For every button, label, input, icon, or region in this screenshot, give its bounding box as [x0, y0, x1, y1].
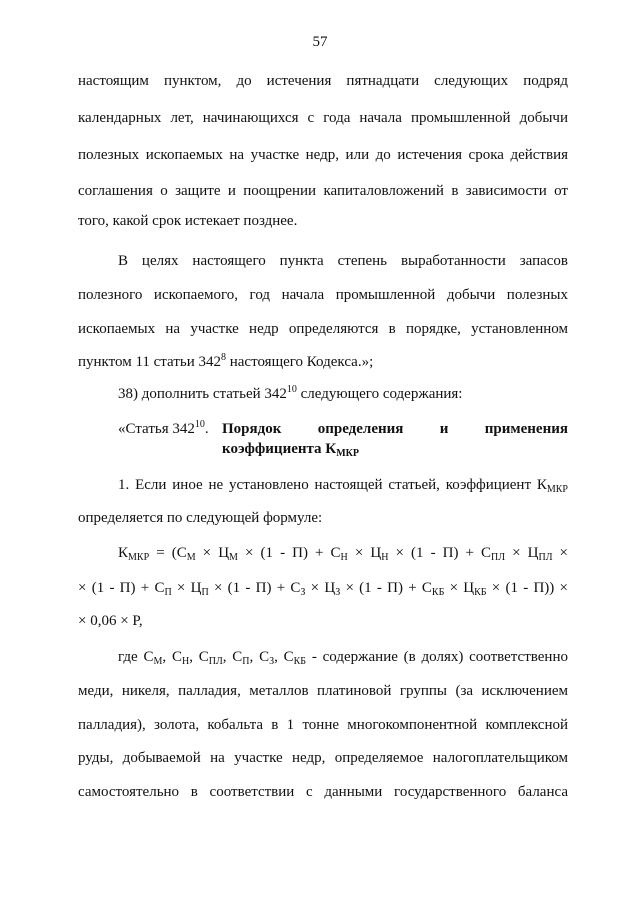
subscript: ПЛ: [208, 656, 223, 667]
superscript: 10: [286, 384, 297, 395]
text-run: следующего содержания:: [296, 386, 463, 402]
text-run: × Ц: [305, 580, 336, 596]
text-run: × Ц: [347, 545, 382, 561]
subscript: ПЛ: [538, 552, 553, 563]
text-line: [118, 384, 568, 404]
subscript: ПЛ: [491, 552, 506, 563]
text-line: настоящим пунктом, до истечения пятнадцати следующих подряд: [78, 73, 568, 89]
text-run: × (1 - П) + С: [340, 580, 432, 596]
subscript: КБ: [474, 587, 487, 598]
subscript: Н: [340, 552, 348, 563]
text-line: [118, 647, 568, 667]
formula-line: [78, 578, 568, 598]
text-run: 38) дополнить статьей 342: [118, 386, 287, 402]
article-title: [222, 419, 568, 459]
text-run: пунктом 11 статьи 342: [78, 354, 221, 370]
text-run: × (1 - П)) ×: [486, 580, 568, 596]
text-line: В целях настоящего пункта степень выработанности запасов: [118, 253, 568, 269]
text-line: определяется по следующей формуле:: [78, 510, 323, 526]
subscript: П: [164, 587, 172, 598]
text-run: где С: [118, 649, 154, 665]
text-run: , С: [249, 649, 270, 665]
text-run: коэффициента К: [222, 441, 337, 457]
subscript: П: [201, 587, 209, 598]
text-line: ископаемых на участке недр определяются в порядке, установленном: [78, 321, 568, 337]
subscript: Н: [181, 656, 190, 667]
text-line: календарных лет, начинающихся с года начала промышленной добычи: [78, 110, 568, 126]
text-run: × (1 - П) + С: [237, 545, 341, 561]
text-run: × Ц: [444, 580, 475, 596]
text-line: палладия), золота, кобальта в 1 тонне многокомпонентной комплексной: [78, 717, 568, 733]
text-line: меди, никеля, палладия, металлов платиновой группы (за исключением: [78, 683, 568, 699]
subscript: М: [229, 552, 238, 563]
text-line: полезных ископаемых на участке недр, или до истечения срока действия: [78, 147, 568, 163]
text-run: - содержание (в долях) соответственно: [306, 649, 568, 665]
text-line: руды, добываемой на участке недр, определяемое налогоплательщиком: [78, 750, 568, 766]
text-run: «Статья 342: [118, 421, 195, 437]
text-run: .: [204, 421, 209, 437]
subscript: З: [269, 656, 275, 667]
article-title-line: [222, 439, 568, 459]
article-title-line: Порядок определения и применения: [222, 421, 568, 437]
superscript: 8: [221, 352, 226, 363]
formula-line: × 0,06 × Р,: [78, 613, 143, 629]
subscript: З: [335, 587, 341, 598]
subscript: КБ: [431, 587, 445, 598]
text-run: настоящего Кодекса.»;: [226, 354, 374, 370]
text-run: × Ц: [505, 545, 539, 561]
subscript: М: [153, 656, 163, 667]
text-line: самостоятельно в соответствии с данными государственного баланса: [78, 784, 568, 800]
subscript: П: [242, 656, 250, 667]
subscript: КБ: [293, 656, 307, 667]
text-run: , С: [162, 649, 182, 665]
text-run: , С: [222, 649, 243, 665]
text-run: 1. Если иное не установлено настоящей статьей, коэффициент К: [118, 477, 547, 493]
text-run: × (1 - П) + С: [388, 545, 492, 561]
subscript: М: [186, 552, 196, 563]
text-run: × (1 - П) + С: [208, 580, 301, 596]
text-line: соглашения о защите и поощрении капиталовложений в зависимости от: [78, 183, 568, 199]
formula-line: [118, 543, 568, 563]
article-label: [118, 419, 209, 439]
subscript: МКР: [336, 448, 359, 459]
text-run: = (С: [149, 545, 187, 561]
text-line: полезного ископаемого, год начала промышленной добычи полезных: [78, 287, 568, 303]
subscript: МКР: [128, 552, 150, 563]
subscript: Н: [381, 552, 389, 563]
text-run: × Ц: [195, 545, 230, 561]
subscript: МКР: [546, 484, 568, 495]
text-run: ×: [552, 545, 569, 561]
page-number: 57: [312, 34, 328, 50]
superscript: 10: [194, 419, 205, 430]
text-line: того, какой срок истекает позднее.: [78, 213, 298, 229]
text-run: К: [118, 545, 129, 561]
text-run: × Ц: [171, 580, 202, 596]
text-run: , С: [274, 649, 294, 665]
text-run: × (1 - П) + С: [78, 580, 165, 596]
text-run: , С: [189, 649, 209, 665]
text-line: [118, 475, 568, 495]
text-line: [78, 352, 568, 372]
subscript: З: [300, 587, 306, 598]
